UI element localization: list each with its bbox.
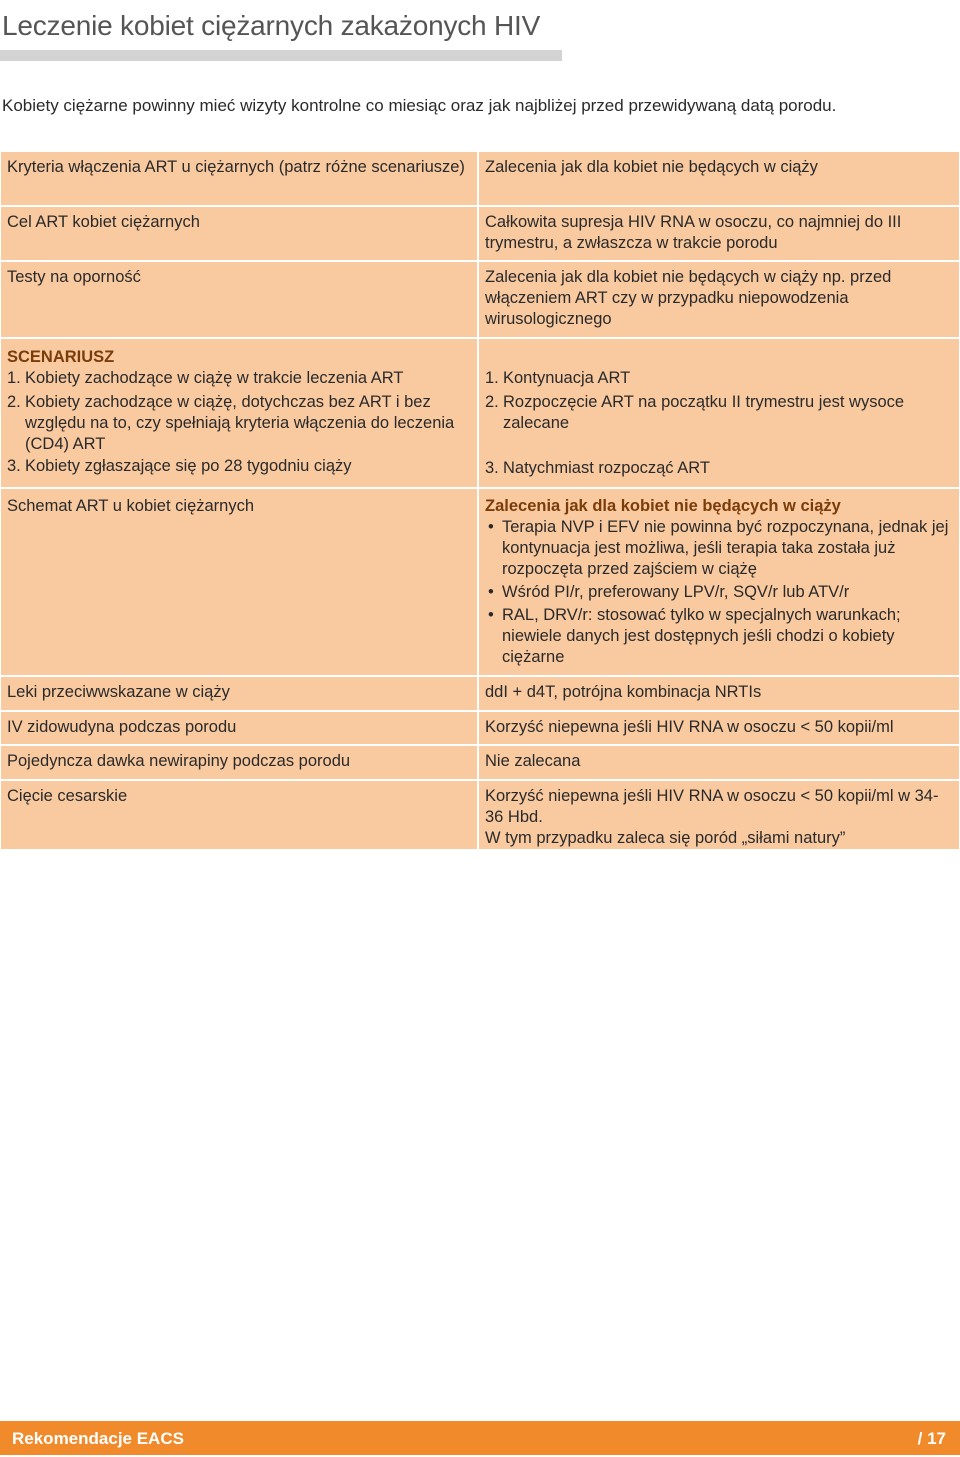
intro-text: Kobiety ciężarne powinny mieć wizyty kontrolne co miesiąc oraz jak najbliżej przed przewidywaną datą porodu. [2,96,837,115]
page-number: / 17 [917,1429,946,1448]
table-cell: Całkowita supresja HIV RNA w osoczu, co najmniej do III trymestru, a zwłaszcza w trakcie porodu [479,207,959,262]
table-cell: Zalecenia jak dla kobiet nie będących w ciąży np. przed włączeniem ART czy w przypadku niepowodzenia wirusologicznego [479,262,959,339]
footer-label: Rekomendacje EACS [12,1429,184,1448]
list-item: 1. Kobiety zachodzące w ciążę w trakcie leczenia ART [7,369,404,387]
scenario-heading: SCENARIUSZ [7,348,115,366]
table-cell: Zalecenia jak dla kobiet nie będących w ciąży [479,152,959,207]
list-item: 2. Rozpoczęcie ART na początku II trymestru jest wysoce zalecane [485,393,905,432]
table-cell: ddI + d4T, potrójna kombinacja NRTIs [479,677,959,712]
table-cell: Testy na oporność [1,262,479,339]
cesarean-text: Korzyść niepewna jeśli HIV RNA w osoczu < 50 kopii/ml w 34-36 Hbd. [485,787,939,826]
table-cell: Schemat ART u kobiet ciężarnych [1,489,479,677]
table-cell: IV zidowudyna podczas porodu [1,712,479,746]
scenario-list [7,368,471,477]
recommendation-table [1,152,959,851]
cesarean-note: W tym przypadku zaleca się poród „siłami natury” [485,829,846,847]
table-cell: Cel ART kobiet ciężarnych [1,207,479,262]
list-item: 1. Kontynuacja ART [485,369,631,387]
cesarean-cell [479,781,959,851]
list-item: • RAL, DRV/r: stosować tylko w specjalnych warunkach; niewiele danych jest dostępnych jeśli chodzi o kobiety ciężarne [488,606,901,666]
title-underline [0,50,562,61]
table-cell: Cięcie cesarskie [1,781,479,851]
table-cell: Kryteria włączenia ART u ciężarnych (patrz różne scenariusze) [1,152,479,207]
list-item: • Wśród PI/r, preferowany LPV/r, SQV/r lub ATV/r [488,583,850,601]
page-footer [0,1421,960,1455]
schema-heading: Zalecenia jak dla kobiet nie będących w ciąży [485,497,841,515]
list-item: • Terapia NVP i EFV nie powinna być rozpoczynana, jednak jej kontynuacja jest możliwa, jeśli terapia taka została już rozpoczęta przed zajściem w ciążę [488,518,949,578]
table-cell: Nie zalecana [479,746,959,781]
table-cell: Korzyść niepewna jeśli HIV RNA w osoczu < 50 kopii/ml [479,712,959,746]
scenario-list [485,368,953,479]
table-cell: Pojedyncza dawka newirapiny podczas porodu [1,746,479,781]
scenario-cell [1,339,479,489]
schema-bullets [485,517,953,668]
schema-cell [479,489,959,677]
list-item: 3. Kobiety zgłaszające się po 28 tygodniu ciąży [7,457,352,475]
scenario-cell [479,339,959,489]
list-item: 2. Kobiety zachodzące w ciążę, dotychczas bez ART i bez względu na to, czy spełniają kryteria włączenia do leczenia (CD4) ART [7,393,455,453]
table-cell: Leki przeciwwskazane w ciąży [1,677,479,712]
page-title: Leczenie kobiet ciężarnych zakażonych HIV [2,10,541,41]
list-item: 3. Natychmiast rozpocząć ART [485,459,710,477]
